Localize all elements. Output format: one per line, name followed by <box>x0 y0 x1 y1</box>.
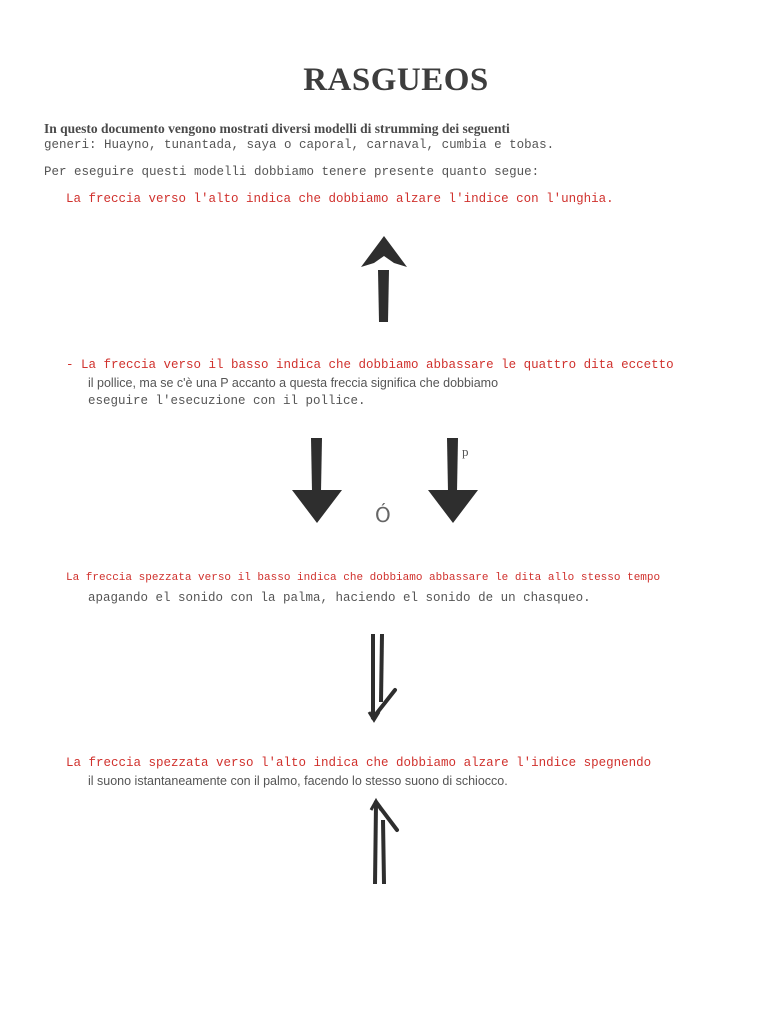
up-arrow-icon <box>358 234 410 326</box>
broken-down-arrow-icon <box>365 632 401 722</box>
broken-down-arrow-description-line-1: La freccia spezzata verso il basso indica che dobbiamo abbassare le dita allo stesso tempo <box>66 572 661 584</box>
broken-up-arrow-description-line-2: il suono istantaneamente con il palmo, facendo lo stesso suono di schiocco. <box>88 774 508 788</box>
down-arrow-description-line-1: - La freccia verso il basso indica che dobbiamo abbassare le quattro dita eccetto <box>66 358 674 372</box>
page-title: RASGUEOS <box>303 62 489 98</box>
broken-up-arrow-description-line-1: La freccia spezzata verso l'alto indica che dobbiamo alzare l'indice spegnendo <box>66 756 652 770</box>
or-label: Ó <box>375 503 391 527</box>
intro-line-2: generi: Huayno, tunantada, saya o caporal, carnaval, cumbia e tobas. <box>44 138 555 152</box>
intro-line-1: In questo documento vengono mostrati diversi modelli di strumming dei seguenti <box>44 121 510 136</box>
intro-line-3: Per eseguire questi modelli dobbiamo tenere presente quanto segue: <box>44 165 540 179</box>
down-arrow-description-line-2: il pollice, ma se c'è una P accanto a questa freccia significa che dobbiamo <box>88 376 499 390</box>
thumb-down-arrow-icon <box>426 436 480 526</box>
up-arrow-description: La freccia verso l'alto indica che dobbiamo alzare l'indice con l'unghia. <box>66 192 614 206</box>
down-arrow-description-line-3: eseguire l'esecuzione con il pollice. <box>88 394 366 408</box>
broken-up-arrow-icon <box>364 798 402 888</box>
down-arrow-icon <box>290 436 344 526</box>
thumb-p-label: p <box>462 444 469 459</box>
broken-down-arrow-description-line-2: apagando el sonido con la palma, haciendo el sonido de un chasqueo. <box>88 591 591 605</box>
